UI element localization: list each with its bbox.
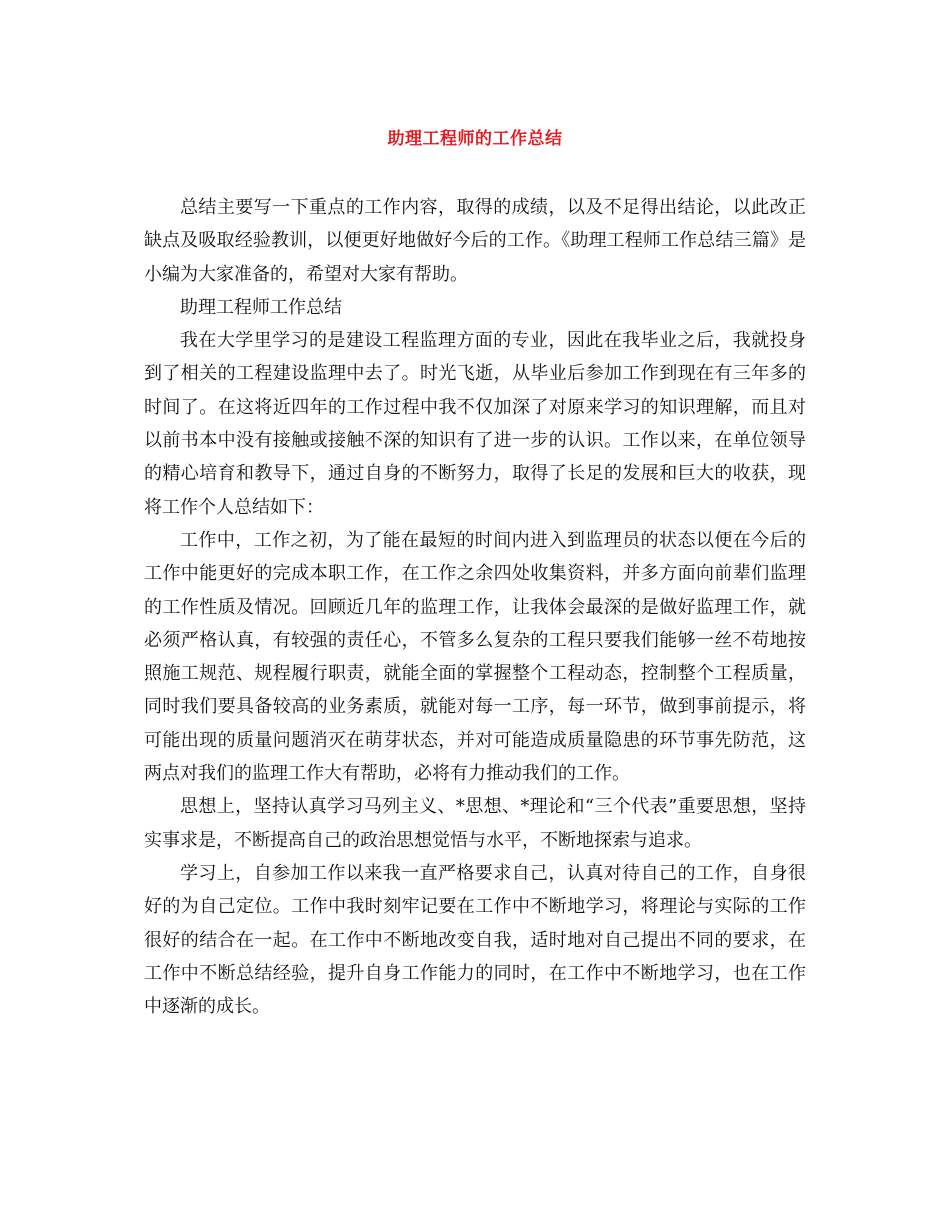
intro-paragraph: 总结主要写一下重点的工作内容，取得的成绩，以及不足得出结论，以此改正缺点及吸取经验教训，以便更好地做好今后的工作。《助理工程师工作总结三篇》是小编为大家准备的，希望对大家有帮助。	[144, 197, 806, 285]
document-title: 助理工程师的工作总结	[387, 129, 563, 149]
section-heading: 助理工程师工作总结	[180, 296, 342, 318]
study-paragraph: 学习上，自参加工作以来我一直严格要求自己，认真对待自己的工作，自身很好的为自己定位。工作中我时刻牢记要在工作中不断地学习，将理论与实际的工作很好的结合在一起。在工作中不断地改变自我，适时地对自己提出不同的要求，在工作中不断总结经验，提升自身工作能力的同时，在工作中不断地学习，也在工作中逐渐的成长。	[144, 862, 806, 1018]
thought-paragraph: 思想上，坚持认真学习马列主义、*思想、*理论和“三个代表”重要思想，坚持实事求是，不断提高自己的政治思想觉悟与水平，不断地探索与追求。	[144, 796, 806, 851]
work-paragraph: 工作中，工作之初，为了能在最短的时间内进入到监理员的状态以便在今后的工作中能更好的完成本职工作，在工作之余四处收集资料，并多方面向前辈们监理的工作性质及情况。回顾近几年的监理工作，让我体会最深的是做好监理工作，就必须严格认真，有较强的责任心，不管多么复杂的工程只要我们能够一丝不苟地按照施工规范、规程履行职责，就能全面的掌握整个工程动态，控制整个工程质量，同时我们要具备较高的业务素质，就能对每一工序，每一环节，做到事前提示，将可能出现的质量问题消灭在萌芽状态，并对可能造成质量隐患的环节事先防范，这两点对我们的监理工作大有帮助，必将有力推动我们的工作。	[144, 529, 806, 785]
document-body	[144, 191, 806, 1023]
background-paragraph: 我在大学里学习的是建设工程监理方面的专业，因此在我毕业之后，我就投身到了相关的工程建设监理中去了。时光飞逝，从毕业后参加工作到现在有三年多的时间了。在这将近四年的工作过程中我不仅加深了对原来学习的知识理解，而且对以前书本中没有接触或接触不深的知识有了进一步的认识。工作以来，在单位领导的精心培育和教导下，通过自身的不断努力，取得了长足的发展和巨大的收获，现将工作个人总结如下：	[144, 330, 806, 518]
